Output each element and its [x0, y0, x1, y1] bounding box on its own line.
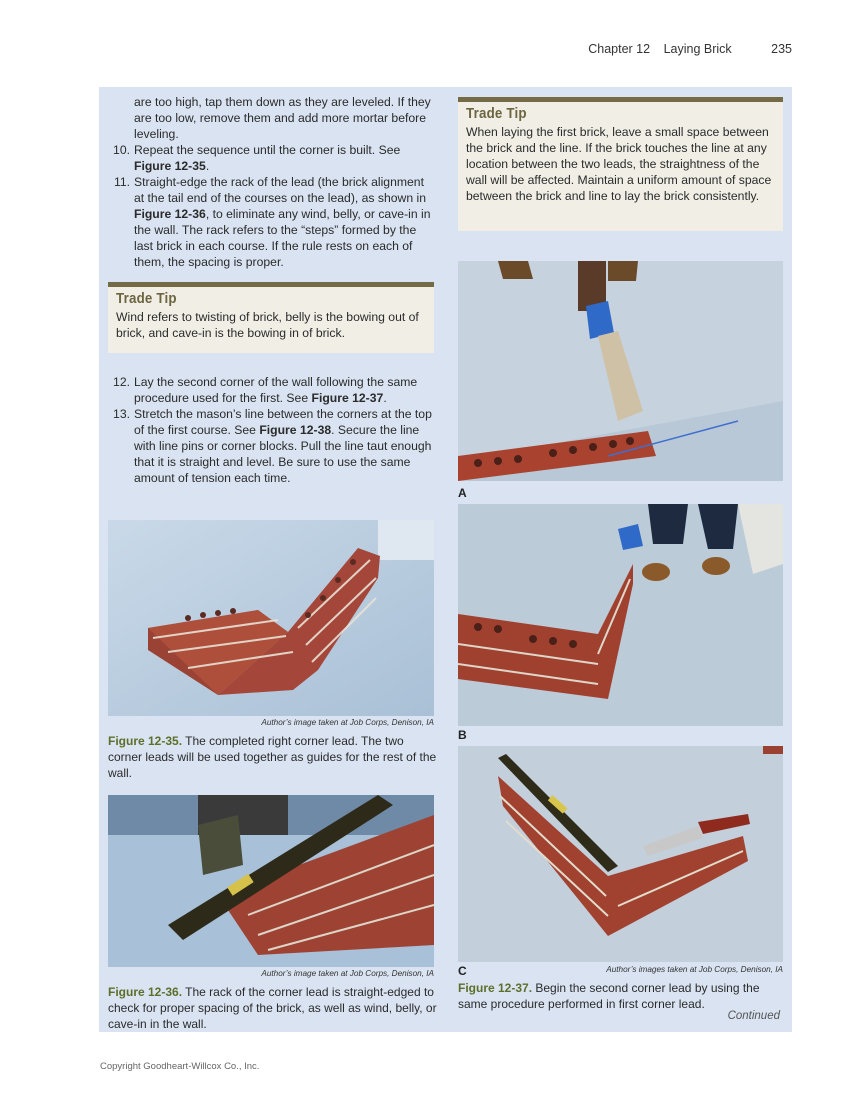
figure-label: Figure 12-35. [108, 734, 183, 748]
steps-list-top [108, 142, 434, 270]
caption-text: The rack of the corner lead is straight-edged to check for proper spacing of the brick, as well as wind, belly, or cave-in in the wall. [108, 985, 437, 1031]
page-number: 235 [771, 42, 792, 56]
continued-label: Continued [727, 1010, 780, 1022]
photo-credit: Author’s images taken at Job Corps, Denison, IA [606, 965, 783, 974]
photo-figure-12-37-c [458, 746, 783, 962]
caption-text: The completed right corner lead. The two corner leads will be used together as guides for the rest of the wall. [108, 734, 437, 780]
step-13: 13. Stretch the mason’s line between the corners at the top of the first course. See Figure 12-38. Secure the line with line pins or corner blocks. Pull the line taut enough that it is straight and level. Be sure to use the same amount of tension each time. [113, 407, 432, 485]
figure-label: Figure 12-37. [458, 981, 533, 995]
trade-tip-left [108, 282, 434, 353]
photo-letter-c: C [458, 964, 467, 978]
step-12: 12. Lay the second corner of the wall following the same procedure used for the first. See Figure 12-37. [113, 375, 418, 405]
trade-tip-body: Wind refers to twisting of brick, belly is the bowing out of brick, and cave-in is the bowing in of brick. [116, 310, 419, 340]
caption-figure-12-35 [108, 733, 438, 781]
photo-letter-b: B [458, 728, 467, 742]
chapter-number: Chapter 12 [588, 42, 651, 56]
figure-label: Figure 12-36. [108, 985, 183, 999]
trade-tip-title: Trade Tip [466, 106, 527, 122]
trade-tip-title: Trade Tip [116, 291, 177, 307]
page-header [578, 42, 792, 56]
caption-figure-12-36 [108, 984, 438, 1032]
photo-letter-a: A [458, 486, 467, 500]
figure-ref[interactable]: Figure 12-38 [259, 423, 332, 437]
photo-figure-12-37-b [458, 504, 783, 726]
figure-ref[interactable]: Figure 12-35 [134, 159, 206, 173]
figure-ref[interactable]: Figure 12-36 [134, 207, 206, 221]
photo-figure-12-36 [108, 795, 434, 967]
trade-tip-body: When laying the first brick, leave a small space between the brick and the line. If the brick touches the line at any location between the two leads, the straightness of the wall will be affected. Maintain a uniform amount of space between the brick and line to lay the brick consistently. [466, 125, 772, 203]
step-continuation: are too high, tap them down as they are leveled. If they are too low, remove them and add more mortar before leveling. [134, 95, 431, 141]
photo-figure-12-37-a [458, 261, 783, 481]
copyright-footer: Copyright Goodheart-Willcox Co., Inc. [100, 1061, 260, 1072]
caption-figure-12-37 [458, 980, 784, 1012]
photo-credit: Author’s image taken at Job Corps, Denison, IA [261, 718, 434, 727]
figure-ref[interactable]: Figure 12-37 [311, 391, 384, 405]
photo-credit: Author’s image taken at Job Corps, Denison, IA [261, 969, 434, 978]
caption-text: Begin the second corner lead by using the same procedure performed in first corner lead. [458, 981, 760, 1011]
photo-figure-12-35 [108, 520, 434, 716]
trade-tip-right [458, 97, 783, 231]
chapter-title: Laying Brick [663, 42, 732, 56]
steps-list-mid [108, 374, 434, 486]
step-11: 11. Straight-edge the rack of the lead (the brick alignment at the tail end of the courses on the lead), as shown in Figure 12-36, to eliminate any wind, belly, or cave-in in the wall. The rack refers to the “steps” formed by the last brick in each course. If the rule rests on each of them, the spacing is proper. [113, 175, 431, 269]
steps-top [108, 94, 434, 270]
steps-mid [108, 374, 434, 486]
step-10: 10. Repeat the sequence until the corner is built. See Figure 12-35. [113, 143, 401, 173]
